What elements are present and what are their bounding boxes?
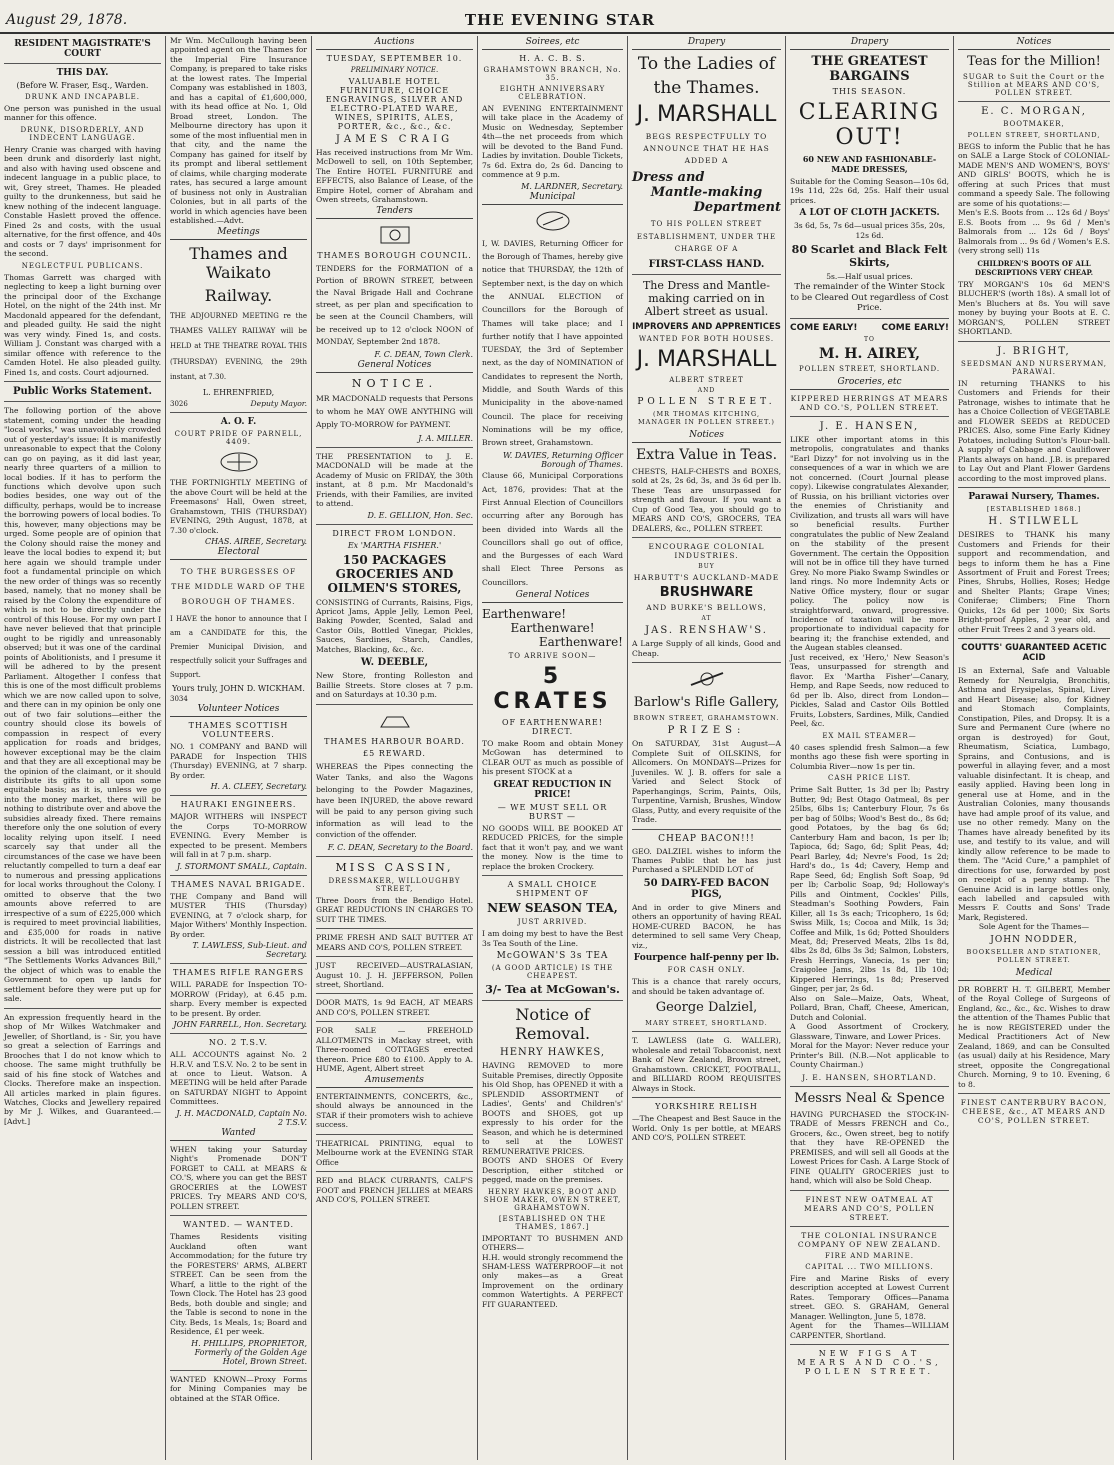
bright-role: SEEDSMAN AND NURSERYMAN, PARAWAI. (960, 359, 1107, 376)
amusements-header: Amusements (316, 1074, 473, 1088)
amusements-text: ENTERTAINMENTS, CONCERTS, &c., should always be announced in the STAR if their promoters wish to achieve success. (316, 1091, 473, 1130)
municipal-crest-icon (531, 209, 575, 233)
works-text: The following portion of the above statement, coming under the heading "local works," was unavoidably crowded out of yesterday's issue: It is manifestly unreasonable to expect that the Colony can go on paying, as it did last year, nearly three quarters of a million to local bodies. If it has to perform the functions which devolve upon such bodies besides, one way out of the difficulty, perhaps, would be to increase the borrowing powers of local bodies. To this, however, many objections may be urged. Some people are of opinion that the Colony should raise the money and leave the local bodies to expend it; but here again we should trample under foot a fundamental principle on which the new order of things was so recently based, namely, that no money shall be raised by the Colony the expenditure of which is not to be directly under the control of this House. For my own part I have never believed that that principle ought to be rigidly and unreasonably observed; but it was one of the cardinal points of Abolitionists, and I presume it will be adhered to by the present Parliament. Altogether I confess that this is one of the most difficult problems which we are now called upon to solve, and there can in my opinion be only one out of two fair solutions—either the country should close its bowels of compassion in respect of every application for roads and bridges, however exceptional may be the claim and that they are all exceptional may be the opinion of the claimant, or it should distribute its gifts to all upon some equitable basis; as it is, unless we go into the money market, there will be nothing to distribute over and above the subsidies already fixed. There remains therefore only the one solution of every locality relying upon itself. I need scarcely say that under all the circumstances of the case we have been reluctantly compelled to turn a deaf ear to numerous and pressing applications for local works throughout the Colony. I omitted to observe that the two amounts above referred to are irrespective of a sum of £225,000 which is required to meet provincial liabilities, and £35,000 for roads in native districts. It will be recollected that last session a bill was introduced entitled "The Settlements Works Advances Bill," the object of which was to enable the Government to open up lands for settlement before they were put up for sale. (4, 406, 161, 1004)
deeble-name: W. DEEBLE, (360, 657, 429, 669)
bacon-cash: FOR CASH ONLY. (667, 966, 746, 975)
railway-word: Railway. (204, 285, 273, 305)
notices-header-2: Notices (958, 36, 1110, 50)
salmon-head: EX MAIL STEAMER— (822, 731, 917, 740)
column-6 (786, 36, 954, 1460)
hansen-name: J. E. HANSEN, (819, 420, 920, 432)
soirees-header: Soirees, etc (482, 36, 623, 50)
gilbert-text: DR ROBERT H. T. GILBERT, Member of the Royal College of Surgeons of England, &c., &c., &c. Wishes to draw the attention of the Thames Public that he is now REGISTERED under the Medical Practitioners Act of New Zealand, 1869, and can be Consulted (as usual) daily at his Residence, Mary street, opposite the Congregational Church. Morning, 9 to 10. Evening, 6 to 8. (958, 984, 1110, 1089)
wanted2-signature: H. PHILLIPS, PROPRIETOR, Formerly of the Golden Age Hotel, Brown Street. (191, 1338, 307, 1366)
column-4 (478, 36, 628, 1460)
davies-signature: W. DAVIES, Returning Officer Borough of Thames. (502, 451, 623, 470)
sale-text: FOR SALE — FREEHOLD ALLOTMENTS in Mackay street, with Three-roomed COTTAGES erected thereon. Price £80 to £100. Apply to A. HUME, Agent, Albert street (316, 1026, 473, 1074)
cassin-sub: DRESSMAKER, WILLOUGHBY STREET, (328, 876, 461, 893)
cassin-title: MISS CASSIN, (335, 860, 454, 874)
rifle-signature: JOHN FARRELL, Hon. Secretary. (173, 1020, 307, 1030)
improvers-title: IMPROVERS AND APPRENTICES (632, 321, 781, 332)
bright-text: IN returning THANKS to his Customers and Friends for their Patronage, wishes to intimate that he has a Choice Collection of VEGETABLE and FLOWER SEEDS at REDUCED PRICES. Also, some Fine Early Kidney Potatoes, including Sutton's Flour-ball. A supply of Cabbage and Cauliflower Plants always on hand. J.B. is prepared to Lay Out and Plant Flower Gardens according to the most improved plans. (958, 378, 1110, 483)
court-sub: (Before W. Fraser, Esq., Warden. (16, 81, 149, 90)
general-header-2: General Notices (482, 589, 623, 603)
teas-title: Extra Value in Teas. (635, 446, 778, 463)
reward-signature: F. C. DEAN, Secretary to the Board. (327, 842, 473, 852)
cassin-text: Three Doors from the Bendigo Hotel. GREAT REDUCTIONS IN CHARGES TO SUIT THE TIMES. (316, 895, 473, 924)
works-title: Public Works Statement. (13, 386, 152, 398)
rifle-title: THAMES RIFLE RANGERS (172, 968, 305, 978)
crockery-text: A Good Assortment of Crockery, Glassware, Tinware, and Lower Prices. (790, 1022, 949, 1041)
harbutt-title: HARBUTT'S AUCKLAND-MADE (633, 573, 780, 583)
barlow-sub: BROWN STREET, GRAHAMSTOWN. (633, 714, 780, 723)
reduction-title: GREAT REDUCTION IN PRICE! (493, 779, 612, 800)
ladies-title: To the Ladies of (637, 54, 776, 74)
jackets-title: A LOT OF CLOTH JACKETS. (799, 208, 940, 219)
notices-header: Notices (632, 429, 781, 443)
winter-text: The remainder of the Winter Stock to be Cleared Out regardless of Cost Price. (790, 281, 949, 314)
municipal-header: Municipal (482, 191, 623, 205)
hauraki-title: HAURAKI ENGINEERS. (180, 800, 297, 810)
publicans-text: Thomas Garrett was charged with neglecting to keep a light burning over the principal door of the Exchange Hotel, on the night of the 24th inst. Mr Macdonald appeared for the defendant, and pleaded guilty. He said the night was very windy. Fined 1s, and costs. William J. Constant was charged with a similar offence with reference to the Camden Hotel. He also pleaded guilty. Fined 1s, and costs. Court adjourned. (4, 272, 161, 377)
insurance-text: Mr Wm. McCullough having been appointed agent on the Thames for the Imperial Fire Insurance Company, is prepared to take risks at the lowest rates. The Imperial Company was established in 1803, and has a capital of £1,600,000, with its head office at No. 1, Old Broad street, London. The Melbourne directory has upon it some of the most influential men in that city, and the name the Company has gained for itself by its prompt and liberal settlement of claims, while charging moderate rates, has secured a large amount of business not only in Australian Colonies, but in all parts of the world in which agencies have been established.—Advt. (170, 36, 307, 226)
marshall-title: J. MARSHALL (636, 102, 777, 127)
court-title: RESIDENT MAGISTRATE'S COURT (14, 39, 151, 59)
hauraki-signature: J. STORMONT SMALL, Captain. (176, 861, 307, 871)
reward-title: £5 REWARD. (363, 748, 426, 758)
burgesses-title: TO THE BURGESSES OF THE MIDDLE WARD OF THE BOROUGH OF THAMES. (171, 567, 306, 607)
cash-title: CASH PRICE LIST. (827, 774, 912, 783)
column-1 (0, 36, 166, 1460)
lodge-crest-icon (217, 450, 261, 474)
moral-text: Moral for the Mayor: Never reduce your Printer's Bill. (N.B.—Not applicable to County Chairman.) (790, 1041, 949, 1070)
morgan-name: E. C. MORGAN, (981, 106, 1087, 117)
earthenware-2: Earthenware! (510, 620, 595, 635)
hacbs-title: H. A. C. B. S. (519, 54, 586, 63)
groceries-header: Groceries, etc (790, 376, 949, 390)
teas-text: CHESTS, HALF-CHESTS and BOXES, sold at 2s, 2s 6d, 3s, and 3s 6d per lb. These Teas are unsurpassed for strength and flavour. If you want a Cup of Good Tea, you should go to MEARS AND CO'S, GROCERS, TEA DEALERS, &c., POLLEN STREET. (632, 466, 781, 533)
agent-text: Agent for the Thames—WILLIAM CARPENTER, Shortland. (790, 1321, 949, 1340)
volunteer-header: Volunteer Notices (170, 703, 307, 717)
railway-ref: 3026 (170, 399, 188, 408)
arrive-text: TO ARRIVE SOON— (508, 651, 597, 660)
insurance-text-2: Fire and Marine Risks of every description accepted at Lowest Current Rates. Temporary Offices—Panama street. GEO. S. GRAHAM, General Manager. Wellington, June 5, 1878. (790, 1273, 949, 1321)
tea-price: 3/- Tea at McGowan's. (485, 983, 620, 997)
established-text: [ESTABLISHED ON THE THAMES, 1867.] (498, 1214, 607, 1231)
sugar-text: SUGAR to Suit the Court or the Stillion at MEARS AND CO'S, POLLEN STREET. (962, 73, 1106, 97)
sold-text: NO GOODS WILL BE BOOKED AT REDUCED PRICES, for the simple fact that it won't pay, and we want the money. Now is the time to replace the broken Crockery. (482, 823, 623, 871)
butter-text: PRIME FRESH AND SALT BUTTER AT MEARS AND CO'S, POLLEN STREET. (316, 933, 473, 952)
boots-list: Men's E.S. Boots from ... 12s 6d / Boys' E.S. Boots from ... 9s 6d / Men's Balmorals from ... 12s 6d / Boys' Balmorals from ... 9s 6d / Women's E.S. (very strong sell) 11s (958, 208, 1110, 256)
dalziel-address: MARY STREET, SHORTLAND. (645, 1019, 768, 1028)
children-boots: CHILDREN'S BOOTS OF ALL DESCRIPTIONS VERY CHEAP. (974, 258, 1094, 277)
disorderly-text: Henry Cranie was charged with having been drunk and disorderly last night, and also with having used obscene and indecent language in a public place, to wit, Grey street, Thames. He pleaded guilty to the drunkenness, but said he knew nothing of the indecent language. Constable Haslett proved the offence. Fined 2s and costs, with the usual alternative, for the first offence, and 40s and costs or 7 days' imprisonment for the second. (4, 144, 161, 259)
reward-text: WHEREAS the Pipes connecting the Water Tanks, and also the Wagons belonging to the Powder Magazines, have been INJURED, the above reward will be paid to any person giving such information as will lead to the conviction of the offender. (316, 761, 473, 840)
nodder-role: BOOKSELLER AND STATIONER, POLLEN STREET. (966, 947, 1102, 964)
airey-name: M. H. AIREY, (818, 345, 920, 362)
court-parnell: COURT PRIDE OF PARNELL, 4409. (174, 430, 303, 447)
meetings-header: Meetings (170, 226, 307, 240)
publicans-head: NEGLECTFUL PUBLICANS. (21, 261, 144, 270)
mcgowan-tea: McGOWAN'S 3s TEA (496, 951, 609, 962)
dresses-title: 60 NEW AND FASHIONABLE-MADE DRESSES, (802, 154, 937, 174)
tenders-header: Tenders (316, 205, 473, 219)
presentation-text: THE PRESENTATION to J. E. MACDONALD will be made at the Academy of Music on FRIDAY, the 30th instant, at 8 p.m. Mr Macdonald's Friends, with their Families, are invited to attend. (316, 451, 473, 509)
oatmeal-text: FINEST NEW OATMEAL AT MEARS AND CO'S, POLLEN STREET. (804, 1194, 935, 1222)
morgan-role: BOOTMAKER, (1003, 120, 1065, 128)
column-5 (628, 36, 786, 1460)
railway-role: Deputy Mayor. (250, 398, 307, 408)
mats-text: DOOR MATS, 1s 9d EACH, AT MEARS AND CO'S, POLLEN STREET. (316, 998, 473, 1017)
mantle-title: Mantle-making (650, 185, 763, 200)
improvers-sub: WANTED FOR BOTH HOUSES. (638, 334, 775, 343)
deeble-text: New Store, fronting Rolleston and Baillie Streets. Store closes at 7 p.m. and on Saturdays at 10.30 p.m. (316, 671, 473, 700)
bacon-text: And in order to give Miners and others an opportunity of having REAL HOME-CURED BACON, he has determined to sell same Very Cheap, viz., (632, 902, 781, 950)
albert-street: ALBERT STREET (669, 375, 744, 384)
hawkes-text: HAVING REMOVED to more Suitable Premises, directly Opposite his Old Shop, has OPENED it with a SPLENDID ASSORTMENT of Ladies', Gents' and Children's' BOOTS and SHOES, got up expressly to his order for the Season, and which he is determined to sell at the LOWEST REMUNERATIVE PRICES. (482, 1061, 623, 1156)
craig-text: Has received instructions from Mr Wm. McDowell to sell, on 10th September, The Entire HOTEL FURNITURE and EFFECTS, also Balance of Lease, of the Empire Hotel, corner of Abraham and Owen streets, Grahamstown. (316, 148, 473, 205)
tsv-signature: J. H. MACDONALD, Captain No. 2 T.S.V. (176, 1108, 307, 1127)
kippered-text: KIPPERED HERRINGS AT MEARS AND CO.'S, POLLEN STREET. (790, 393, 949, 412)
wanted2-title: WANTED. — WANTED. (183, 1220, 294, 1230)
wanted2-text: Thames Residents visiting Auckland often want Accommodation; for the future try the FORESTERS' ARMS, ALBERT STREET. Can be seen from the Wharf, a little to the right of the Town Clock. The Hotel has 23 good Beds, both double and single; and the Table is second to none in the City. Beds, 1s Meals, 1s; Board and Residence, £1 per week. (170, 1232, 307, 1337)
prizes-title: PRIZES: (667, 725, 746, 737)
nursery-established: [ESTABLISHED 1868.] (986, 505, 1082, 514)
lawless-text: T. LAWLESS (late G. WALLER), wholesale and retail Tobacconist, next Bank of New Zealand, Brown street, Grahamstown. CRICKET, FOOTBALL, and BILLIARD ROOM REQUISITES Always in Stock. (632, 1036, 781, 1093)
column-7 (954, 36, 1114, 1460)
burgesses-text: I HAVE the honor to announce that I am a CANDIDATE for this, the Premier Municipal Division, and respectfully solicit your Suffrages and Support. (170, 615, 307, 680)
carried-text: The Dress and Mantle-making carried on in Albert street as usual. (642, 278, 771, 318)
bright-name: J. BRIGHT, (997, 345, 1071, 357)
scottish-text: NO. 1 COMPANY and BAND will PARADE for Inspection THIS (Thursday) EVENING, at 7 sharp. By order. (170, 742, 307, 780)
anniversary-text: AN EVENING ENTERTAINMENT will take place in the Academy of Music on Wednesday, September 4th—the net proceeds from which will be devoted to the Band Fund. Ladies by invitation. Double Tickets, 7s 6d. Extra do, 2s 6d. Dancing to commence at 9 p.m. (482, 104, 623, 180)
colonial-insurance: THE COLONIAL INSURANCE COMPANY OF NEW ZEALAND. (797, 1230, 942, 1249)
general-header: General Notices (316, 359, 473, 373)
nodder-name: JOHN NODDER, (990, 934, 1078, 945)
renshaw-title: JAS. RENSHAW'S. (645, 625, 768, 637)
coutts-title: COUTTS' GUARANTEED ACETIC ACID (961, 643, 1107, 664)
tsv-title: NO. 2 T.S.V. (208, 1038, 269, 1048)
rifle-text: WILL PARADE for Inspection TO-MORROW (Friday), at 6.45 p.m. sharp. Every member is expected to be present. By order. (170, 980, 307, 1018)
notice-signature: J. A. MILLER. (418, 433, 473, 443)
medical-header: Medical (958, 967, 1110, 981)
kitching-text: (MR THOMAS KITCHING, MANAGER IN POLLEN STREET.) (638, 409, 775, 426)
bacon-text-2: FINEST CANTERBURY BACON, CHEESE, &c., AT MEARS AND CO'S, POLLEN STREET. (960, 1098, 1108, 1126)
tea-title: NEW SEASON TEA, (487, 901, 618, 916)
dresses-text: Suitable for the Coming Season—10s 6d, 19s 11d, 22s 6d, 25s. Half their usual prices. (790, 177, 949, 205)
railway-text: THE ADJOURNED MEETING re the THAMES VALLEY RAILWAY will be HELD at THE THEATRE ROYAL THIS (THURSDAY) EVENING, the 29th instant, at 7.30. (170, 311, 307, 382)
airey-address: POLLEN STREET, SHORTLAND. (798, 364, 941, 373)
mcgowan-text: TO make Room and obtain Money McGowan has determined to CLEAR OUT as much as possible of his present STOCK at a (482, 738, 623, 777)
crates-sub: OF EARTHENWARE! DIRECT. (502, 717, 603, 736)
bargains-title: THE GREATEST BARGAINS (811, 54, 928, 84)
stilwell-name: H. STILWELL (988, 516, 1080, 528)
issue-date: August 29, 1878. (6, 12, 128, 28)
tsv-text: ALL ACCOUNTS against No. 2 H.R.V. and T.S.V. No. 2 to be sent in at once to Lieut. Watson. A MEETING will be held after Parade on SATURDAY NIGHT to Appoint Committees. (170, 1050, 307, 1107)
salmon-text: 40 cases splendid fresh Salmon—a few months ago these fish were sporting in Columbia River—now 1s per tin. (790, 742, 949, 771)
rifle-crest-icon (685, 667, 729, 691)
jackets-text: 3s 6d, 5s, 7s 6d—usual prices 35s, 20s, 12s 6d. (793, 221, 946, 240)
burgesses-ref: 3034 (170, 695, 188, 704)
drapery-header: Drapery (632, 36, 781, 50)
railway-title: Thames and Waikato (189, 243, 288, 282)
anniversary-title: EIGHTH ANNIVERSARY CELEBRATION. (499, 85, 606, 101)
dalziel-name: George Dalziel, (655, 1000, 758, 1016)
craig-name: JAMES CRAIG (335, 134, 454, 145)
morgan-text: BEGS to inform the Public that he has on SALE a Large Stock of COLONIAL-MADE MEN'S AND WOMEN'S, BOYS' AND GIRLS' BOOTS, which he is offering at such Prices that must command a speedy Sale. The following are some of his quotations:— (958, 142, 1110, 208)
hansen-text: LIKE other important atoms in this metropolis, congratulates and thanks "Earl Dizzy" for not involving us in the consequences of a war in which we are not concerned. (Court Journal please copy). Likewise congratulates Alexander, of Russia, on his brilliant victories over the enemies of Christianity and Civilization, and trusts all wars will have so beneficial results. Further congratulates the public of New Zealand on the stability of the present Government. The certain the Opposition will not be in office till they have turned Grey. No more Piako Swamp Swindles or land rings. No more Indemnity Acts or Native Office mystery, flour or sugar policy. The policy now is straightforward, onward, progressive. Incidence of taxation will be more proportionate to individual capacity for bearing it; the franchise extended, and the Augean stables cleansed. (790, 434, 949, 653)
come-early-left: COME EARLY! (790, 322, 858, 333)
colonial-title: ENCOURAGE COLONIAL INDUSTRIES. (648, 542, 765, 561)
drunk-head: DRUNK AND INCAPABLE. (25, 93, 140, 101)
council-signature: F. C. DEAN, Town Clerk. (374, 349, 473, 359)
neal-text: HAVING PURCHASED the STOCK-IN-TRADE of Messrs FRENCH and Co., Grocers, &c., Owen street, beg to notify that they have RE-OPENED the PREMISES, and will sell all Goods at the Lowest Prices for Cash. A Large Stock of FINE QUALITY GROCERIES just to hand, which will also be Sold Cheap. (790, 1109, 949, 1186)
branch-title: GRAHAMSTOWN BRANCH, No. 35. (483, 66, 622, 82)
cash-text: Prime Salt Butter, 1s 3d per lb; Pastry Butter, 9d; Best Otago Oatmeal, 8s per 25lbs, 6lbs 1s; Canterbury Flour, 7s 6s per bag of 50lbs; Wood's Best do., 8s 6d; good Potatoes, by the bag 6s 6d; Canterbury Ham and bacon, 1s per lb; Tapioca, 6d; Sago, 6d; Split Peas, 4d; Pearl Barley, 4d; Nevre's Food, 1s 2d; Hard's do., 1s 4d; Cavery, Hemp and Rape Seed, 6d; English Soft Soap, 9d per lb; Carbolic Soap, 9d; Holloway's Pills and Ointment, Cockles' Pills, Steadman's Soothing Powders, Fain Killer, all 1s 3s each; Tricophero, 1s 6d; Swiss Milk, 1s; Cocoa and Milk, 1s 3d; Coffee and Milk, 1s 6d; Potted Shoulders Meat, 8d; Preserved Meats, 2lbs 1s 8d, 4lbs 2s 8d, 6lbs 3s 3d; Salmon, Lobsters, Fresh Herrings, Vanecia, 1s per tin; Craigolee Jams, 2lbs 1s 8d, 1lb 10d; Kippered Herrings, 1s 8d; Preserved Ginger, per jar, 2s 6d. (790, 785, 949, 994)
direct-title: DIRECT FROM LONDON. (332, 528, 457, 538)
railway-footer (170, 399, 307, 409)
stilwell-text: DESIRES to THANK his many Customers and Friends for their support and recommendation, and begs to inform them he has a Fine Assortment of Fruit and Forest Trees; Pines, Shrubs, Hollies, Roses; Hedge and Shelter Plants; Grape Vines; Coniferae; Climbers; Fine Thorn Quicks, 12s 6d per 1000; Six Sorts Bright-proof Apples, 2 year old, and other Fruit Trees 2 and 3 years old. (958, 530, 1110, 634)
skirts-title: 80 Scarlet and Black Felt Skirts, (791, 243, 948, 270)
blucher-text: TRY MORGAN'S 10s 6d MEN'S BLUCHER'S (worth 18s). A small lot of Men's Bluchers at 8s. You will save money by buying your Boots at E. C. MORGAN'S, POLLEN STREET SHORTLAND. (958, 279, 1110, 337)
masthead (0, 0, 1114, 34)
hawkes-signature: HENRY HAWKES, BOOT AND SHOE MAKER, OWEN STREET, GRAHAMSTOWN. (483, 1187, 622, 1212)
department-title: Department (693, 200, 781, 215)
bacon-note: This is a chance that rarely occurs, and should be taken advantage of. (632, 977, 781, 996)
bushmen-text: H.H. would strongly recommend the SHAM-LESS WATERPROOF—it not only makes—as a Great Improvement on the ordinary common Watertights. A PERFECT FIT GUARANTEED. (482, 1252, 623, 1309)
bacon-pigs: 50 DAIRY-FED BACON PIGS, (643, 877, 770, 900)
paper-title: THE EVENING STAR (464, 11, 656, 29)
sale-text-2: Also on Sale—Maize, Oats, Wheat, Pollard, Bran, Chaff, Cheese, American, Dutch and Colonial. (790, 993, 949, 1022)
parnell-signature: CHAS. AIREE, Secretary. (205, 537, 307, 547)
wilkes-advert: An expression frequently heard in the shop of Mr Wilkes Watchmaker and Jeweller, of Shortland, is - Sir, you have so great a selection of Earrings and Brooches that I do not know which to choose. The same might truthfully be said of his fine stock of Watches and Clocks. Therefore make an inspection. All articles marked in plain figures. Watches, Clocks and Jewellery repaired by Mr J. Wilkes, and Guaranteed.—[Advt.] (4, 1012, 161, 1126)
hawkes-name: HENRY HAWKES, (499, 1047, 606, 1059)
come-early-right: COME EARLY! (881, 322, 949, 333)
davies-text: I, W. DAVIES, Returning Officer for the Borough of Thames, hereby give notice that THURSDAY, the 12th of September next, is the day on which the ANNUAL ELECTION of Councillors for the Borough of Thames will take place; and I further notify that I have appointed TUESDAY, the 3rd of September next, as the day of NOMINATION of Candidates to represent the North, Middle, and South Wards of this Municipality in the above-named Council. The place for receiving Nominations will be my office, Brown street, Grahamstown. (482, 238, 623, 448)
to-word: TO (864, 335, 875, 343)
disorderly-head: DRUNK, DISORDERLY, AND INDECENT LANGUAGE. (20, 125, 145, 142)
morgan-address: POLLEN STREET, SHORTLAND, (967, 131, 1101, 139)
crates-title: 5 CRATES (493, 663, 612, 714)
buy-word: BUY (698, 563, 715, 571)
borough-crest-icon (373, 223, 417, 247)
jellies-text: RED and BLACK CURRANTS, CALF'S FOOT and FRENCH JELLIES at MEARS AND CO'S, POLLEN STREET. (316, 1176, 473, 1205)
harbour-crest-icon (373, 709, 417, 733)
capital-text: CAPITAL ... TWO MILLIONS. (805, 1262, 934, 1271)
hawkes-boots: BOOTS AND SHOES Of Every Description, either stitched or pegged, made on the premises. (482, 1156, 623, 1185)
tea-intro: A SMALL CHOICE SHIPMENT OF (507, 880, 598, 899)
auction-notice: PRELIMINARY NOTICE. (350, 66, 439, 74)
relish-text: —The Cheapest and Best Sauce in the World. Only 1s per bottle, at MEARS AND CO'S, POLLEN STREET. (632, 1114, 781, 1143)
skirts-sub: 5s.—Half usual prices. (826, 272, 913, 282)
harbour-title: THAMES HARBOUR BOARD. (324, 736, 465, 746)
hansen-text-2: Just received, ex 'Hero,' New Season's Teas, unsurpassed for strength and flavor. Ex 'Martha Fisher'—Canary, Hemp, and Rape Seeds, now reduced to 6d per lb. Also, direct from London—Pickles, Salad and Castor Oils Bottled Fruits, Lobsters, Sardines, Milk, Candied Peel, &c. (790, 652, 949, 729)
tea-sub: JUST ARRIVED. (517, 918, 588, 927)
bacon-price: Fourpence half-penny per lb. (633, 953, 780, 964)
clause-text: Clause 66, Municipal Corporations Act, 1876, provides: That at the First Annual Election of Councillors occurring after any Borough has been divided into Wards all the Councillors shall go out of office, and the Burgesses of each Ward shall Elect Three Persons as Councillors. (482, 471, 623, 587)
neal-title: Messrs Neal & Spence (794, 1090, 945, 1106)
auctions-header: Auctions (316, 36, 473, 50)
figs-text: NEW FIGS AT MEARS AND CO.'S, POLLEN STREET. (797, 1349, 942, 1377)
relish-title: YORKSHIRE RELISH (655, 1102, 758, 1112)
court-day: THIS DAY. (56, 68, 109, 78)
brushware-title: BRUSHWARE (659, 585, 754, 601)
and-word: AND (697, 386, 716, 394)
packages-title: 150 PACKAGES GROCERIES AND OILMEN'S STORES, (327, 552, 462, 595)
marshall-text: BEGS RESPECTFULLY TO ANNOUNCE THAT HE HAS ADDED A (643, 132, 770, 165)
naval-text: THE Company and Band will MUSTER THIS (Thursday) EVENING, at 7 o'clock sharp, for Major Withers' Monthly Inspection. By order. (170, 891, 307, 939)
council-title: THAMES BOROUGH COUNCIL. (317, 250, 472, 260)
clearing-title: CLEARING OUT! (798, 100, 941, 150)
hansen-signature: J. E. HANSEN, SHORTLAND. (802, 1072, 937, 1082)
burke-title: AND BURKE'S BELLOWS, (646, 603, 767, 613)
bushmen-title: IMPORTANT TO BUSHMEN AND OTHERS— (482, 1233, 623, 1253)
auction-date: TUESDAY, SEPTEMBER 10. (326, 54, 463, 63)
notice-text: MR MACDONALD requests that Persons to whom he MAY OWE ANYTHING will Apply TO-MORROW for PAYMENT. (316, 393, 473, 429)
coutts-agent: Sole Agent for the Thames— (978, 922, 1090, 932)
column-3 (312, 36, 478, 1460)
aof-title: A. O. F. (220, 417, 257, 428)
ship-name: Ex 'MARTHA FISHER.' (347, 540, 442, 550)
pollen-text: TO HIS POLLEN STREET ESTABLISHMENT, UNDER THE CHARGE OF A (636, 220, 777, 254)
dress-title: Dress and (632, 170, 705, 185)
burgesses-signature: Yours truly, JOHN D. WICKHAM. (172, 684, 305, 694)
dalziel-text: GEO. DALZIEL wishes to inform the Thames Public that he has just Purchased a SPLENDID LOT of (632, 846, 781, 875)
prizes-text: On SATURDAY, 31st August—A Complete Suit of OILSKINS, for Allcomers. On MONDAYS—Prizes for Juveniles. W. J. B. offers for sale a Varied and Select Stock of Paperhangings, Scrim, Paints, Oils, Turpentine, Varnish, Brushes, Window Glass, Putty, and every requisite of the Trade. (632, 739, 781, 825)
removal-title: Notice of Removal. (514, 1005, 591, 1044)
earthenware-1: Earthenware! (482, 606, 567, 621)
received-text: JUST RECEIVED—AUSTRALASIAN, August 10. J. H. JEFFERSON, Pollen street, Shortland. (316, 961, 473, 989)
earthenware-3: Earthenware! (538, 634, 623, 649)
season-text: THIS SEASON. (832, 87, 907, 96)
ladies-place: the Thames. (653, 78, 760, 98)
auction-items: VALUABLE HOTEL FURNITURE, CHOICE ENGRAVINGS, SILVER AND ELECTRO-PLATED WARE, WINES, SPIRITS, ALES, PORTER, &c., &c., &c. (325, 77, 464, 131)
naval-title: THAMES NAVAL BRIGADE. (171, 879, 306, 889)
drapery-header-2: Drapery (790, 36, 949, 50)
packages-text: CONSISTING of Currants, Raisins, Figs, Apricot Jams, Apple Jelly, Lemon Peel, Baking Powder, Scented, Salad and Castor Oils, Bottled Vinegar, Pickles, Sauces, Sardines, Starch, Candles, Matches, Blacking, &c., &c. (316, 597, 473, 654)
column-2 (166, 36, 312, 1460)
renshaw-text: A Large Supply of all kinds, Good and Cheap. (632, 639, 781, 658)
proxy-text: WANTED KNOWN—Proxy Forms for Mining Companies may be obtained at the STAR Office. (170, 1374, 307, 1403)
teas-million-title: Teas for the Million! (967, 54, 1101, 69)
scottish-title: THAMES SCOTTISH VOLUNTEERS. (188, 721, 289, 740)
sold-title: — WE MUST SELL OR BURST — (497, 802, 608, 821)
electoral-header: Electoral (170, 546, 307, 560)
wanted-text: WHEN taking your Saturday Night's Promenade DON'T FORGET to CALL at MEARS & CO.'S, where you can get the BEST GROCERIES at the LOWEST PRICES. Try MEARS AND CO'S, POLLEN STREET. (170, 1144, 307, 1211)
presentation-signature: D. E. GELLION, Hon. Sec. (367, 510, 473, 520)
bacon-title: CHEAP BACON!!! (658, 833, 755, 844)
printing-text: THEATRICAL PRINTING, equal to Melbourne work at the EVENING STAR Office (316, 1138, 473, 1167)
come-early-row (790, 323, 949, 333)
anniversary-signature: M. LARDNER, Secretary. (521, 181, 623, 191)
notice-title: NOTICE. (351, 376, 438, 390)
fire-marine: FIRE AND MARINE. (825, 1251, 914, 1260)
drunk-text: One person was punished in the usual manner for this offence. (4, 104, 161, 123)
marshall2-title: J. MARSHALL (636, 346, 777, 372)
wanted-header: Wanted (170, 1127, 307, 1141)
at-word: AT (701, 615, 712, 623)
council-text: TENDERS for the FORMATION of a Portion of BROWN STREET, between the Naval Brigade Hall and Cochrane street, as per plan and specification to be seen at the Council Chambers, will be received up to 12 o'clock NOON of MONDAY, September 2nd 1878. (316, 263, 473, 346)
hand-title: FIRST-CLASS HAND. (648, 258, 765, 270)
nursery-title: Parawai Nursery, Thames. (968, 492, 1100, 503)
tea-good: (A GOOD ARTICLE) IS THE CHEAPEST. (491, 964, 614, 981)
railway-signature: L. EHRENFRIED, (202, 387, 275, 397)
pollen-street: POLLEN STREET. (637, 396, 776, 407)
coutts-text: IS an External, Safe and Valuable Remedy for Neuralgia, Bronchitis, Asthma and Erysipelas, Spinal, Liver and Heart Disease; also, for Kidney and Stomach Complaints, Constipation, Piles, and Dropsy. It is a Sure and Permanent Cure (where no organ is destroyed) for Gout, Rheumatism, Sciatica, Lumbago, Sprains, and Contusions, and is powerful in allaying fever, and a most valuable disinfectant. It is cheap, and easily applied. Having been long in general use at Home, and in the Australian Colonies, many thousands have had ample proof of its value, and use no other remedy. Many on the Thames have already benefited by its use, and testify to its value, and will kindly allow reference to be made to them. The "Acid Cure," a pamphlet of directions for use, forwarded by post on receipt of a penny stamp. The Genuine Acid is in large bottles only, each labelled and capsuled with Messrs F. Coutts and Sons' Trade Mark, Registered. (958, 666, 1110, 922)
barlow-title: Barlow's Rifle Gallery, (633, 695, 780, 711)
parnell-text: THE FORTNIGHTLY MEETING of the above Court will be held at the Freemasons' Hall, Owen street, Grahamstown, THIS (THURSDAY) EVENING, 29th August, 1878, at 7.30 o'clock. (170, 478, 307, 535)
naval-signature: T. LAWLESS, Sub-Lieut. and Secretary. (192, 941, 307, 960)
scottish-signature: H. A. CLEEY, Secretary. (210, 782, 307, 792)
tea-text: I am doing my best to have the Best 3s Tea South of the Line. (482, 929, 623, 948)
hauraki-text: MAJOR WITHERS will INSPECT the Corps TO-MORROW EVENING. Every Member is expected to be present. Members will fall in at 7 p.m. sharp. (170, 812, 307, 860)
